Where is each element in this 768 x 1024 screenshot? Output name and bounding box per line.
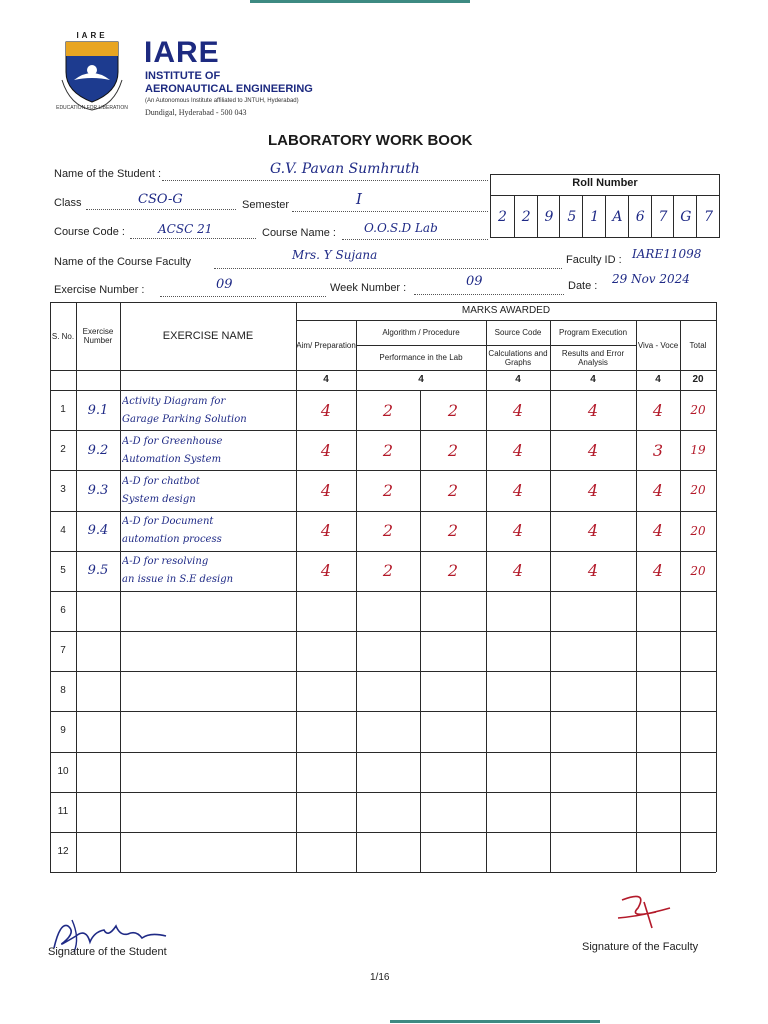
faculty-signature — [608, 888, 678, 934]
row-mark — [550, 792, 636, 832]
row-mark — [680, 591, 716, 631]
student-signature-label: Signature of the Student — [48, 946, 167, 958]
row-exercise-number — [76, 671, 120, 711]
row-exercise-number — [76, 792, 120, 832]
row-exercise-name-line1 — [122, 834, 294, 852]
row-mark — [296, 711, 356, 751]
row-mark: 4 — [320, 561, 332, 581]
row-exercise-name-line1 — [122, 713, 294, 731]
row-mark — [486, 591, 550, 631]
course-code-value: ACSC 21 — [158, 222, 213, 236]
row-exercise-name-line1: Activity Diagram for — [122, 395, 226, 407]
row-mark — [420, 711, 486, 751]
row-exercise-name-line1 — [122, 633, 294, 651]
row-mark — [420, 752, 486, 792]
row-mark: 4 — [587, 521, 599, 541]
row-mark: 4 — [652, 521, 664, 541]
row-exercise-number — [76, 832, 120, 872]
row-mark — [680, 631, 716, 671]
row-mark — [296, 752, 356, 792]
row-mark: 4 — [320, 480, 332, 500]
student-name-value: G.V. Pavan Sumhruth — [270, 161, 420, 177]
semester-value: I — [356, 190, 362, 208]
total-header: Total — [689, 340, 707, 350]
row-sno: 4 — [60, 524, 66, 536]
roll-digit: 7 — [696, 196, 720, 237]
row-mark: 4 — [652, 480, 664, 500]
row-exercise-name-line2 — [122, 691, 294, 709]
row-mark: 4 — [587, 480, 599, 500]
institute-line-2: AERONAUTICAL ENGINEERING — [145, 83, 313, 95]
exercise-name-header: EXERCISE NAME — [162, 330, 254, 342]
row-mark: 2 — [447, 521, 459, 541]
row-exercise-name-line2: System design — [122, 493, 196, 505]
row-mark — [636, 832, 680, 872]
row-mark — [636, 671, 680, 711]
row-mark: 2 — [447, 400, 459, 420]
row-mark — [550, 752, 636, 792]
row-mark: 2 — [447, 561, 459, 581]
row-mark: 2 — [382, 521, 394, 541]
roll-digit: 7 — [651, 196, 675, 237]
row-mark: 2 — [447, 480, 459, 500]
row-mark: 19 — [690, 443, 706, 458]
row-mark: 4 — [320, 440, 332, 460]
row-sno: 3 — [60, 484, 66, 496]
row-mark — [550, 591, 636, 631]
row-mark — [550, 832, 636, 872]
row-mark — [486, 832, 550, 872]
algorithm-header: Algorithm / Procedure — [382, 328, 460, 337]
faculty-name-label: Name of the Course Faculty — [54, 256, 191, 268]
row-mark — [420, 792, 486, 832]
row-exercise-name-line2 — [122, 611, 294, 629]
row-exercise-name-line1 — [122, 794, 294, 812]
row-mark: 4 — [512, 480, 524, 500]
row-sno: 7 — [60, 645, 66, 657]
row-exercise-name-line1 — [122, 593, 294, 611]
row-exercise-number: 9.1 — [87, 402, 109, 418]
row-mark — [356, 792, 420, 832]
row-sno: 1 — [60, 404, 66, 416]
row-mark: 20 — [690, 523, 706, 538]
date-value: 29 Nov 2024 — [612, 272, 690, 286]
row-sno: 11 — [57, 805, 69, 817]
row-exercise-name-line1: A-D for Document — [122, 516, 214, 528]
row-mark — [636, 591, 680, 631]
row-exercise-number — [76, 752, 120, 792]
row-mark — [680, 752, 716, 792]
row-mark — [356, 832, 420, 872]
row-mark — [680, 711, 716, 751]
row-mark: 2 — [447, 440, 459, 460]
course-code-label: Course Code : — [54, 226, 125, 238]
class-label: Class — [54, 197, 82, 209]
roll-digit: 5 — [559, 196, 583, 237]
roll-digit: 2 — [497, 208, 507, 225]
page-number: 1/16 — [370, 972, 390, 983]
row-exercise-name-line2: Automation System — [122, 453, 222, 465]
row-mark — [486, 711, 550, 751]
row-mark — [680, 671, 716, 711]
row-mark — [550, 671, 636, 711]
roll-digit: G — [673, 196, 697, 237]
row-mark — [550, 631, 636, 671]
row-mark: 4 — [587, 561, 599, 581]
source-code-header: Source Code — [494, 328, 542, 337]
exercise-number-label: Exercise Number : — [54, 284, 145, 296]
course-name-value: O.O.S.D Lab — [364, 221, 438, 235]
row-mark — [486, 752, 550, 792]
row-mark: 4 — [512, 561, 524, 581]
institute-affiliation: (An Autonomous Institute affiliated to JNTUH, Hyderabad) — [145, 98, 299, 104]
row-sno: 8 — [60, 685, 66, 697]
row-mark: 4 — [512, 521, 524, 541]
faculty-id-value: IARE11098 — [632, 247, 702, 261]
row-sno: 6 — [60, 604, 66, 616]
row-sno: 2 — [60, 444, 66, 456]
row-exercise-number: 9.4 — [87, 523, 109, 539]
row-mark — [356, 711, 420, 751]
performance-header: Performance in the Lab — [379, 353, 463, 362]
row-mark — [636, 711, 680, 751]
row-exercise-name-line2 — [122, 812, 294, 830]
table-rule — [716, 302, 717, 872]
row-exercise-name-line1 — [122, 754, 294, 772]
row-mark: 4 — [320, 400, 332, 420]
faculty-signature-label: Signature of the Faculty — [582, 941, 699, 953]
row-mark: 2 — [382, 561, 394, 581]
exercise-number-value: 09 — [216, 277, 233, 292]
row-exercise-name-line1: A-D for chatbot — [122, 475, 200, 487]
row-mark — [296, 631, 356, 671]
row-mark — [636, 631, 680, 671]
row-exercise-number — [76, 711, 120, 751]
roll-digit: 1 — [582, 196, 606, 237]
course-name-label: Course Name : — [262, 227, 336, 239]
sno-header: S. No. — [51, 331, 75, 341]
row-mark — [356, 752, 420, 792]
week-number-label: Week Number : — [330, 282, 407, 294]
row-exercise-name-line1: A-D for Greenhouse — [122, 435, 223, 447]
institute-line-1: INSTITUTE OF — [145, 70, 221, 82]
results-header: Results and Error Analysis — [561, 348, 625, 367]
roll-number-label: Roll Number — [572, 177, 638, 189]
logo-ring-text: EDUCATION FOR LIBERATION — [56, 105, 128, 111]
row-mark: 20 — [690, 483, 706, 498]
max-marks-cell: 4 — [655, 374, 661, 385]
row-sno: 12 — [57, 845, 69, 857]
row-exercise-name-line1 — [122, 673, 294, 691]
row-mark — [680, 832, 716, 872]
class-value: CSO-G — [138, 192, 183, 207]
row-exercise-name-line2: an issue in S.E design — [122, 574, 234, 586]
row-exercise-number: 9.3 — [87, 482, 109, 498]
row-mark — [680, 792, 716, 832]
row-mark: 3 — [652, 440, 664, 460]
row-sno: 10 — [57, 765, 69, 777]
brand-name: IARE — [144, 36, 220, 69]
page-title: LABORATORY WORK BOOK — [268, 132, 473, 149]
max-marks-cell: 20 — [692, 374, 704, 385]
roll-digit: 2 — [514, 196, 538, 237]
max-marks-cell: 4 — [418, 374, 424, 385]
row-mark: 4 — [320, 521, 332, 541]
row-mark — [486, 671, 550, 711]
max-marks-cell: 4 — [590, 374, 596, 385]
row-exercise-name-line2: automation process — [122, 534, 222, 546]
table-rule — [50, 872, 716, 873]
row-exercise-name-line2 — [122, 772, 294, 790]
row-exercise-name-line2 — [122, 731, 294, 749]
row-mark — [296, 591, 356, 631]
faculty-name-value: Mrs. Y Sujana — [292, 248, 378, 262]
row-sno: 9 — [60, 725, 66, 737]
row-mark — [296, 671, 356, 711]
row-exercise-number: 9.2 — [87, 442, 109, 458]
row-exercise-number — [76, 591, 120, 631]
row-mark — [356, 591, 420, 631]
viva-header: Viva - Voce — [637, 340, 679, 350]
program-execution-header: Program Execution — [558, 328, 628, 337]
row-mark — [296, 792, 356, 832]
row-mark — [420, 832, 486, 872]
row-mark: 2 — [382, 480, 394, 500]
row-exercise-number: 9.5 — [87, 563, 109, 579]
row-mark — [486, 631, 550, 671]
exercise-number-header: Exercise Number — [82, 327, 114, 345]
max-marks-cell: 4 — [323, 374, 329, 385]
row-mark — [420, 631, 486, 671]
roll-digit: 6 — [628, 196, 652, 237]
row-mark: 4 — [652, 561, 664, 581]
date-label: Date : — [568, 280, 598, 292]
row-mark: 4 — [652, 400, 664, 420]
row-mark — [356, 631, 420, 671]
row-exercise-number — [76, 631, 120, 671]
row-mark: 4 — [512, 440, 524, 460]
marks-awarded-header: MARKS AWARDED — [461, 305, 551, 316]
row-mark — [356, 671, 420, 711]
calculations-header: Calculations and Graphs — [488, 348, 548, 367]
row-mark — [636, 752, 680, 792]
roll-digit: A — [605, 196, 629, 237]
row-mark: 20 — [690, 403, 706, 418]
aim-header: Aim/ Preparation — [296, 340, 356, 350]
row-exercise-name-line1: A-D for resolving — [122, 556, 209, 568]
row-mark — [420, 591, 486, 631]
faculty-id-label: Faculty ID : — [566, 254, 622, 266]
row-sno: 5 — [60, 564, 66, 576]
row-exercise-name-line2 — [122, 651, 294, 669]
row-exercise-name-line2 — [122, 852, 294, 870]
row-mark — [636, 792, 680, 832]
row-mark — [296, 832, 356, 872]
row-mark: 2 — [382, 440, 394, 460]
row-mark: 4 — [512, 400, 524, 420]
row-mark — [486, 792, 550, 832]
row-mark: 2 — [382, 400, 394, 420]
row-mark: 4 — [587, 440, 599, 460]
logo-text: IARE — [76, 31, 108, 40]
row-exercise-name-line2: Garage Parking Solution — [122, 413, 247, 425]
semester-label: Semester — [242, 199, 290, 211]
row-mark — [420, 671, 486, 711]
max-marks-cell: 4 — [515, 374, 521, 385]
bottom-strip — [390, 1020, 600, 1023]
roll-digit: 9 — [537, 196, 561, 237]
institute-address: Dundigal, Hyderabad - 500 043 — [145, 108, 247, 117]
row-mark — [550, 711, 636, 751]
row-mark: 4 — [587, 400, 599, 420]
week-number-value: 09 — [466, 274, 483, 289]
row-mark: 20 — [690, 563, 706, 578]
table-rule — [120, 302, 121, 872]
student-name-label: Name of the Student : — [54, 168, 162, 180]
